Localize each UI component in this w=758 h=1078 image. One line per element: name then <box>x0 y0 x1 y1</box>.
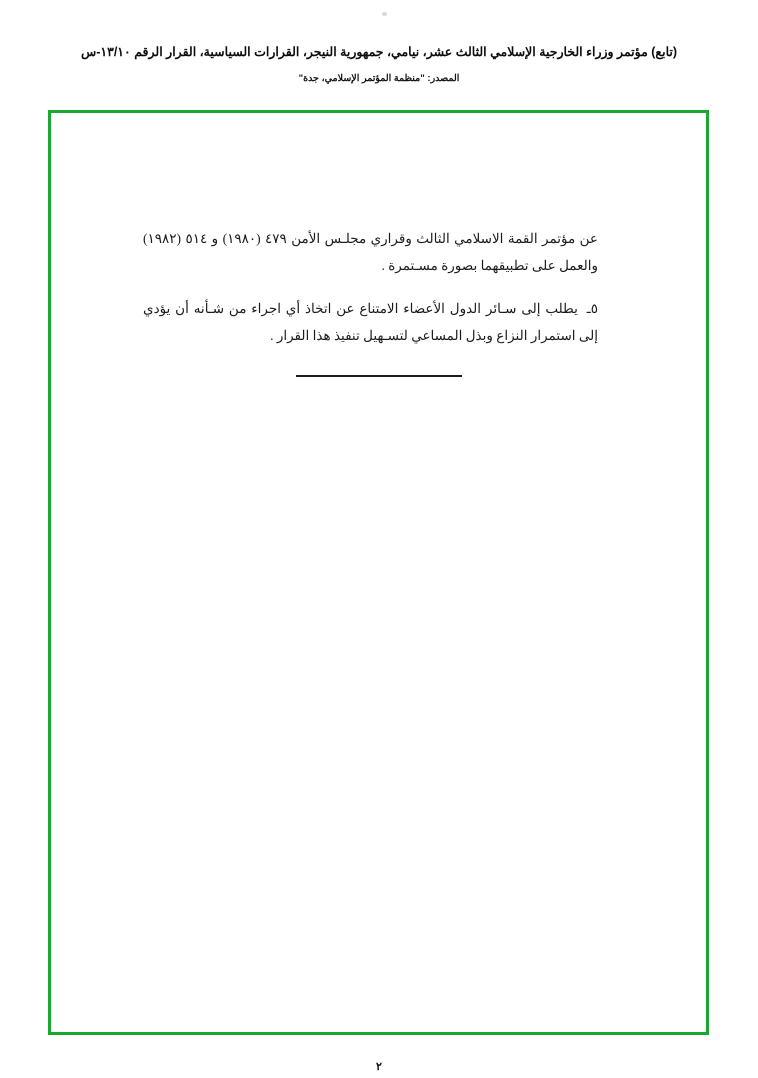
paragraph-text: يطلب إلى سـائر الدول الأعضاء الامتناع عن اتخاذ أي اجراء من شـأنه أن يؤدي إلى استمرار النزاع وبذل المساعي لتسـهيل تنفيذ هذا القرار . <box>143 301 598 343</box>
horizontal-rule <box>296 375 462 377</box>
scan-artifact-speck <box>382 12 387 16</box>
end-of-text-rule-container <box>51 375 706 377</box>
document-body <box>143 225 598 361</box>
green-page-border <box>48 110 709 1035</box>
document-header <box>0 44 758 84</box>
paragraph-text: عن مؤتمر القمة الاسلامي الثالث وقراري مجلـس الأمن ٤٧٩ (١٩٨٠) و ٥١٤ (١٩٨٢) والعمل على تطبيقهما بصورة مسـتمرة . <box>143 231 598 273</box>
header-title: (تابع) مؤتمر وزراء الخارجية الإسلامي الثالث عشر، نيامي، جمهورية النيجر، القرارات السياسية، القرار الرقم ١٣/١٠-س <box>80 45 678 59</box>
page-number: ٢ <box>376 1061 382 1073</box>
paragraph-number: ٥ـ <box>586 301 599 316</box>
paragraph-item-5 <box>143 295 598 349</box>
header-source: المصدر: "منظمة المؤتمر الإسلامي، جدة" <box>298 72 460 84</box>
paragraph-continued <box>143 225 598 279</box>
